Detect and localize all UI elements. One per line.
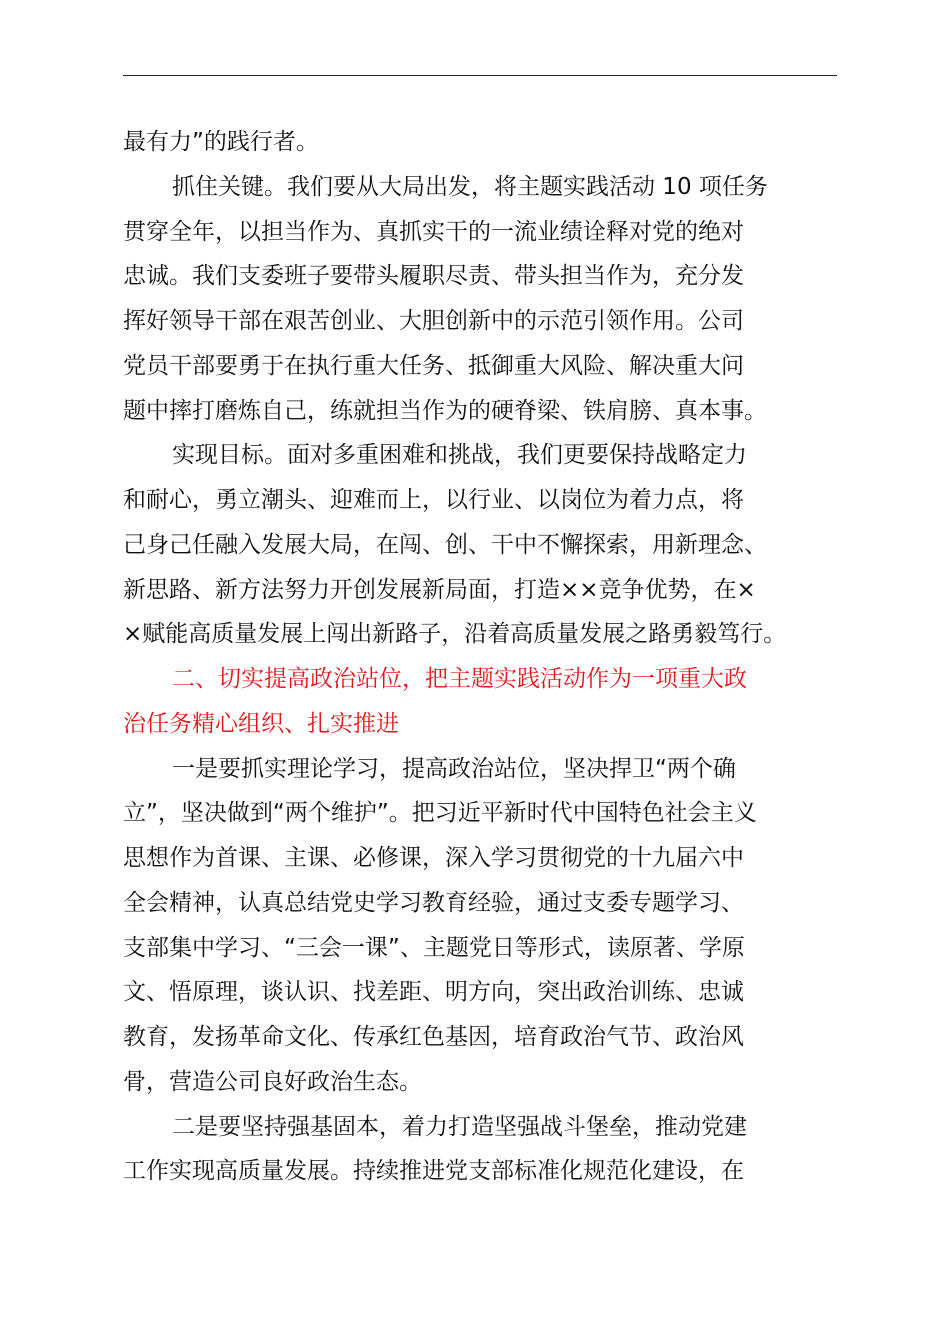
- text-line: 题中摔打磨炼自己，练就担当作为的硬脊梁、铁肩膀、真本事。: [123, 398, 767, 424]
- text-line: 最有力”的践行者。: [123, 129, 319, 155]
- text-line: ×赋能高质量发展上闯出新路子，沿着高质量发展之路勇毅笃行。: [123, 621, 787, 647]
- paragraph-theory-study: 一是要抓实理论学习，提高政治站位，坚决捍卫“两个确: [172, 756, 736, 782]
- text-line: 文、悟原理，谈认识、找差距、明方向，突出政治训练、忠诚: [123, 979, 744, 1005]
- text-line: 教育，发扬革命文化、传承红色基因，培育政治气节、政治风: [123, 1024, 744, 1050]
- text-line: 全会精神，认真总结党史学习教育经验，通过支委专题学习、: [123, 890, 744, 916]
- text-line: 立”，坚决做到“两个维护”。把习近平新时代中国特色社会主义: [123, 800, 757, 826]
- text-line: 贯穿全年，以担当作为、真抓实干的一流业绩诠释对党的绝对: [123, 219, 744, 245]
- section-heading-continued: 治任务精心组织、扎实推进: [123, 711, 399, 737]
- section-heading: 二、切实提高政治站位，把主题实践活动作为一项重大政: [172, 666, 747, 692]
- paragraph-grasp-key: 抓住关键。我们要从大局出发，将主题实践活动 10 项任务: [172, 174, 768, 200]
- text-line: 忠诚。我们支委班子要带头履职尽责、带头担当作为，充分发: [123, 263, 744, 289]
- text-line: 挥好领导干部在艰苦创业、大胆创新中的示范引领作用。公司: [123, 308, 744, 334]
- text-line: 己身己任融入发展大局，在闯、创、干中不懈探索，用新理念、: [123, 532, 767, 558]
- text-line: 和耐心，勇立潮头、迎难而上，以行业、以岗位为着力点，将: [123, 487, 744, 513]
- text-line: 骨，营造公司良好政治生态。: [123, 1069, 422, 1095]
- text-line: 党员干部要勇于在执行重大任务、抵御重大风险、解决重大问: [123, 353, 744, 379]
- header-rule: [123, 75, 837, 76]
- paragraph-achieve-goal: 实现目标。面对多重困难和挑战，我们更要保持战略定力: [172, 442, 747, 468]
- paragraph-strengthen-base: 二是要坚持强基固本，着力打造坚强战斗堡垒，推动党建: [172, 1114, 747, 1140]
- text-line: 支部集中学习、“三会一课”、主题党日等形式，读原著、学原: [123, 935, 745, 961]
- text-line: 思想作为首课、主课、必修课，深入学习贯彻党的十九届六中: [123, 845, 744, 871]
- text-line: 工作实现高质量发展。持续推进党支部标准化规范化建设，在: [123, 1158, 744, 1184]
- text-line: 新思路、新方法努力开创发展新局面，打造××竞争优势，在×: [123, 577, 756, 603]
